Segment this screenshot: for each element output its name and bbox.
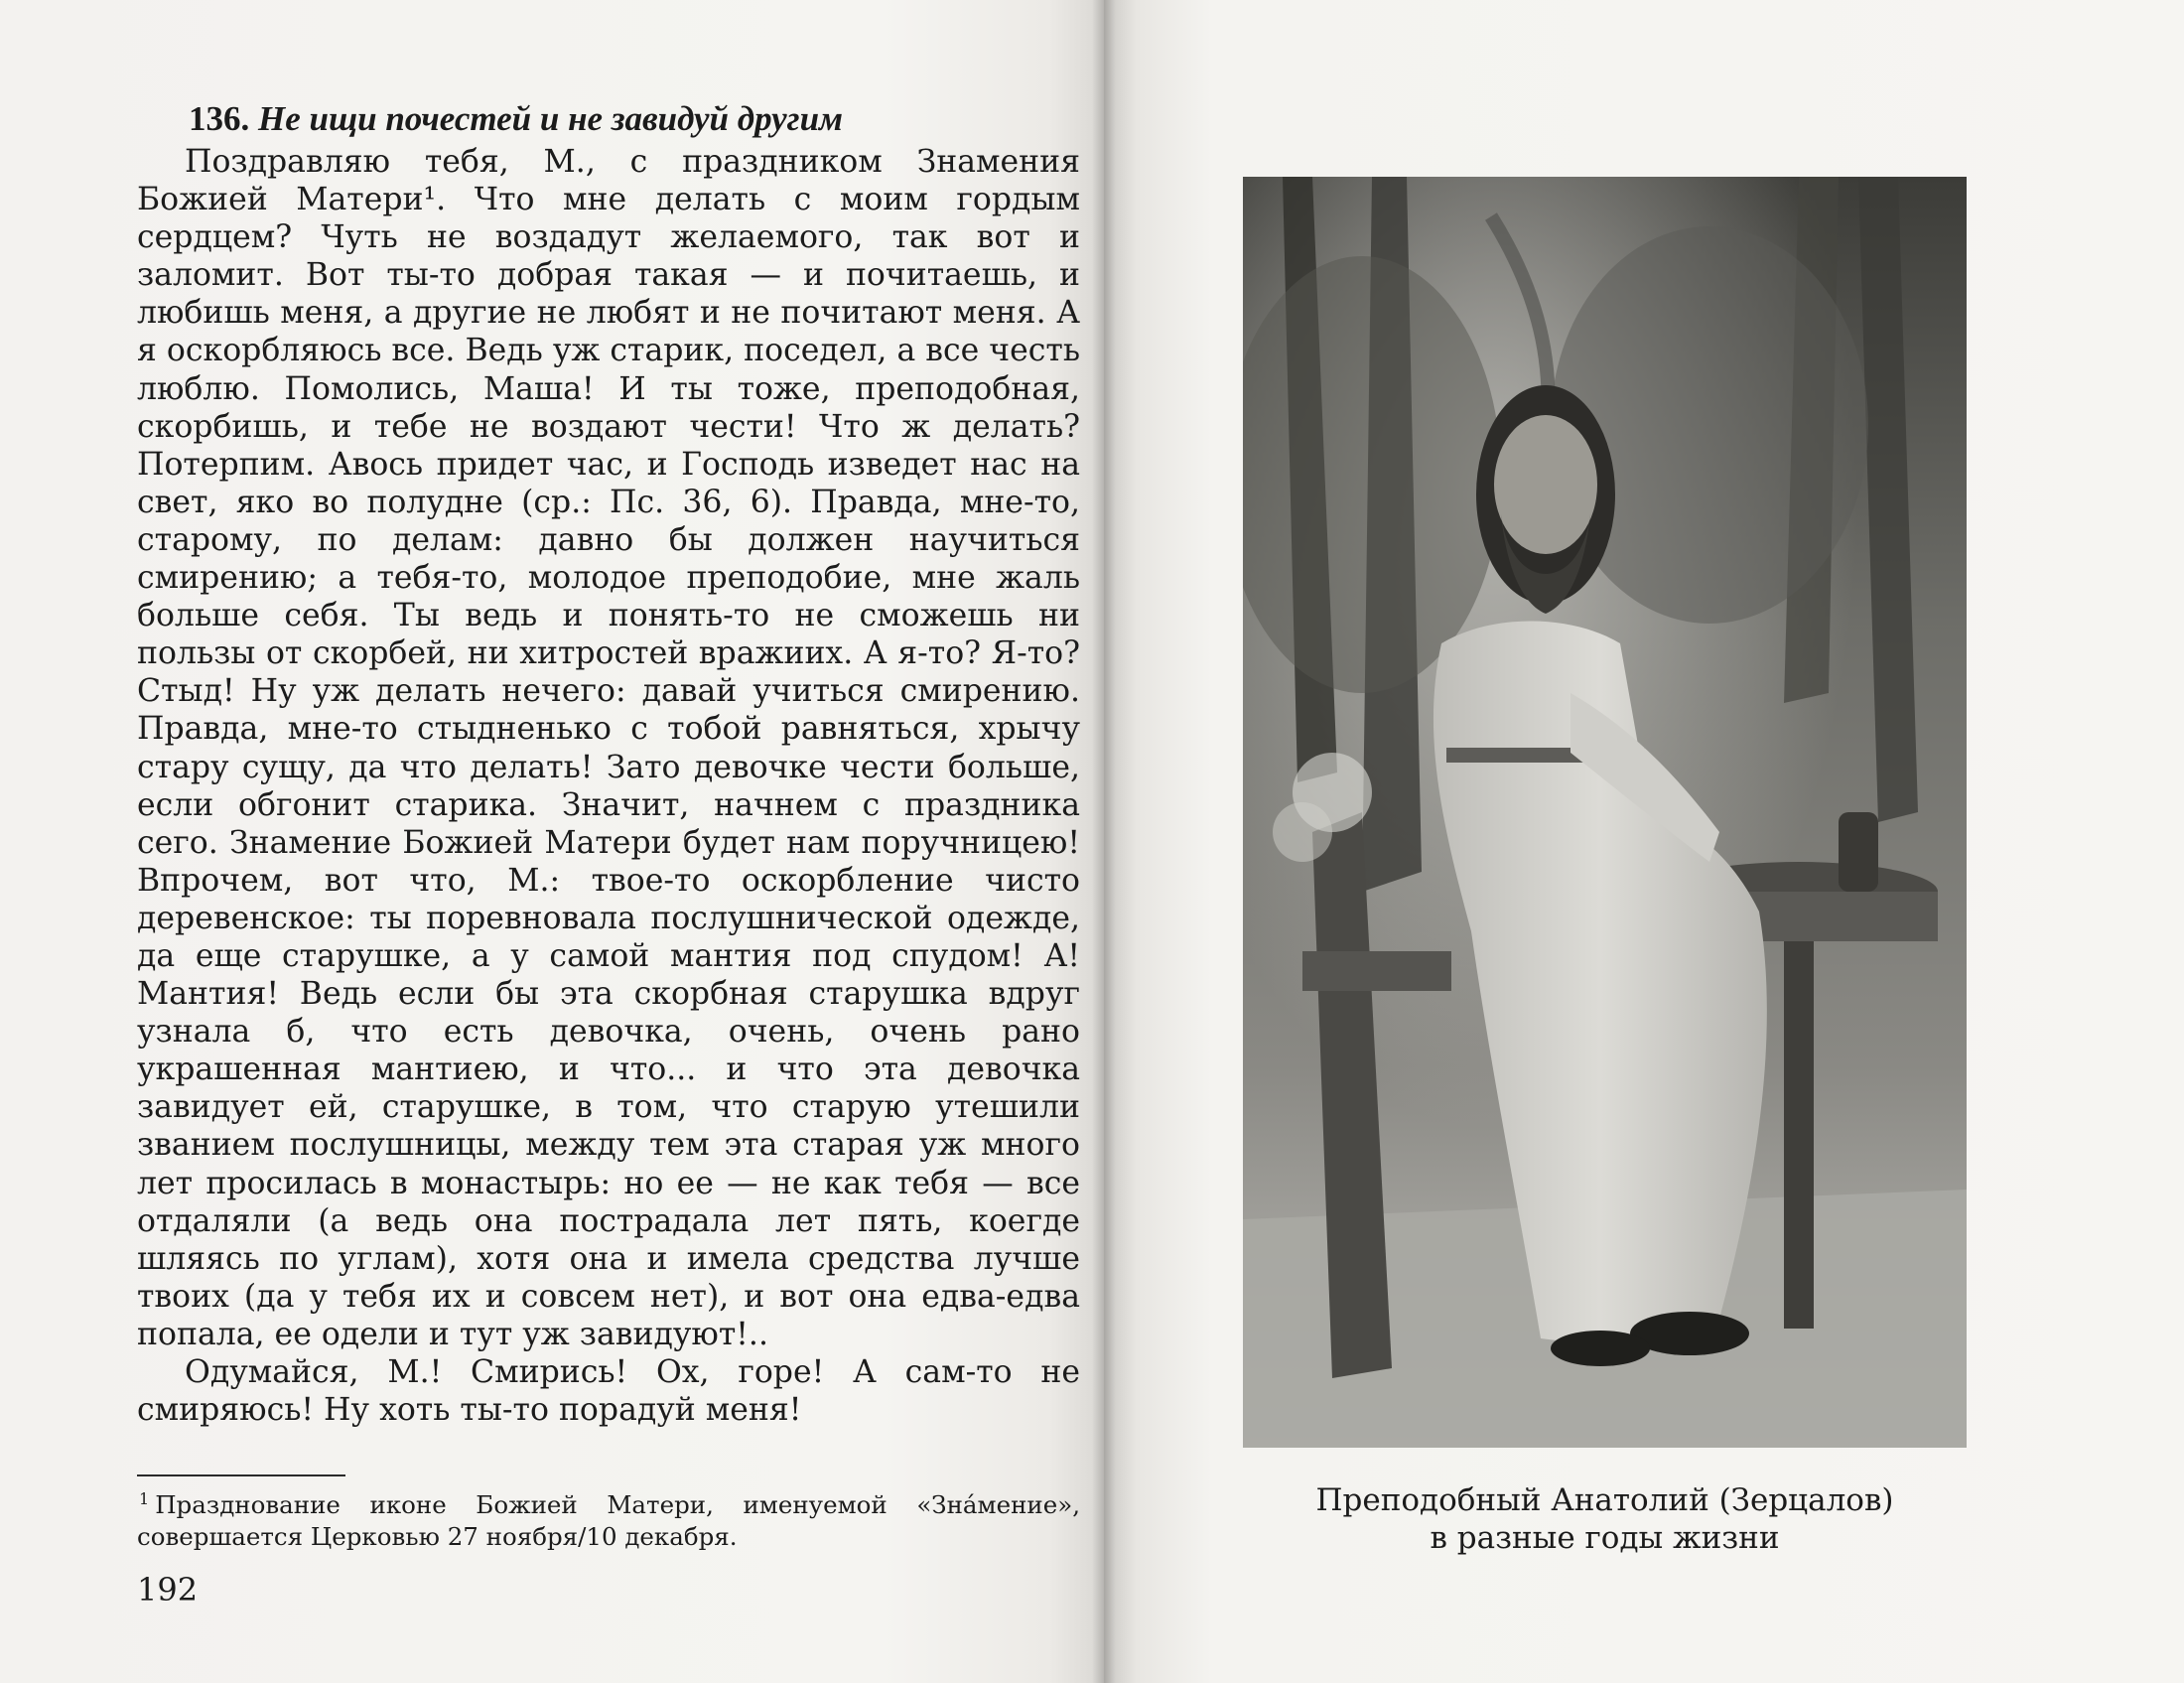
portrait-photo	[1243, 177, 1967, 1448]
portrait-illustration	[1243, 177, 1967, 1448]
caption-line-2: в разные годы жизни	[1430, 1520, 1780, 1556]
book-gutter	[1092, 0, 1116, 1683]
caption-line-1: Преподобный Анатолий (Зерцалов)	[1315, 1482, 1894, 1518]
footnote	[137, 1483, 1080, 1553]
main-text	[137, 99, 1080, 1429]
section-heading	[189, 99, 1080, 139]
footnote-rule	[137, 1474, 345, 1476]
photo-caption	[1243, 1481, 1967, 1557]
footnote-text: Празднование иконе Божией Матери, именуемой «Зна́мение», совершается Церковью 27 ноября/10 декабря.	[137, 1490, 1080, 1552]
paragraph-1: Поздравляю тебя, М., с праздником Знамения Божией Матери¹. Что мне делать с моим гордым сердцем? Чуть не воздадут желаемого, так вот и заломит. Вот ты-то добрая такая — и почитаешь, и любишь меня, а другие не любят и не почитают меня. А я оскорбляюсь все. Ведь уж старик, поседел, а все честь люблю. Помолись, Маша! И ты тоже, преподобная, скорбишь, и тебе не воздают чести! Что ж делать? Потерпим. Авось придет час, и Господь изведет нас на свет, яко во полудне (ср.: Пс. 36, 6). Правда, мне-то, старому, по делам: давно бы должен научиться смирению; а тебя-то, молодое преподобие, мне жаль больше себя. Ты ведь и понять-то не сможешь ни пользы от скорбей, ни хитростей вражиих. А я-то? Я-то? Стыд! Ну уж делать нечего: давай учиться смирению. Правда, мне-то стыдненько с тобой равняться, хрычу стару сущу, да что делать! Зато девочке чести больше, если обгонит старика. Значит, начнем с праздника сего. Знамение Божией Матери будет нам поручницею! Впрочем, вот что, М.: твое-то оскорбление чисто деревенское: ты поревновала послушнической одежде, да еще старушке, а у самой мантия под спудом! А! Мантия! Ведь если бы эта скорбная старушка вдруг узнала б, что есть девочка, очень, очень рано украшенная мантиею, и что... и что эта девочка завидует ей, старушке, в том, что старую утешили званием послушницы, между тем эта старая уж много лет просилась в монастырь: но ее — не как тебя — все отдаляли (а ведь она пострадала лет пять, коегде шляясь по углам), хотя она и имела средства лучше твоих (да у тебя их и совсем нет), и вот она едва-едва попала, ее одели и тут уж завидуют!..	[137, 144, 1080, 1352]
heading-title: Не ищи почестей и не завидуй другим	[258, 99, 844, 138]
heading-number: 136.	[189, 99, 250, 138]
footnote-mark: 1	[139, 1489, 150, 1508]
paragraph-2: Одумайся, М.! Смирись! Ох, горе! А сам-то не смиряюсь! Ну хоть ты-то порадуй меня!	[137, 1354, 1080, 1429]
page-number: 192	[137, 1571, 199, 1609]
